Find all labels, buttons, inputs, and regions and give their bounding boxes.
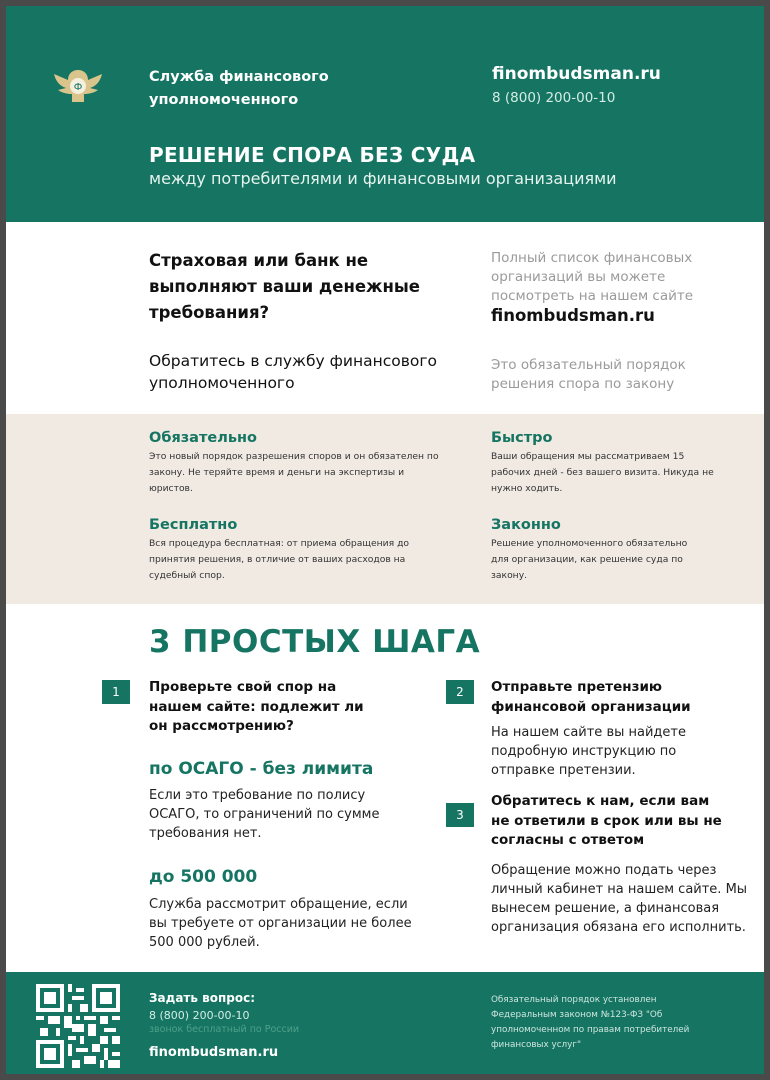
main-title: РЕШЕНИЕ СПОРА БЕЗ СУДА bbox=[149, 143, 476, 167]
osago-text: Если это требование по полису ОСАГО, то ограничений по сумме требования нет. bbox=[149, 788, 380, 841]
footer-law-note: Обязательный порядок установлен Федеральным законом №123-ФЗ "Об уполномоченном по правам потребителей финансовых услуг" bbox=[491, 995, 690, 1050]
step-2-heading: Отправьте претензию финансовой организации bbox=[491, 679, 691, 715]
feature-title: Бесплатно bbox=[149, 517, 238, 533]
feature-text: Вся процедура бесплатная: от приема обращения до принятия решения, в отличие от ваших расходов на судебный спор. bbox=[149, 538, 410, 581]
osago-heading: по ОСАГО - без лимита bbox=[149, 759, 374, 779]
feature-fast bbox=[491, 430, 726, 497]
feature-mandatory bbox=[149, 430, 469, 497]
header-phone[interactable]: 8 (800) 200-00-10 bbox=[492, 90, 616, 106]
step-1-heading: Проверьте свой спор на нашем сайте: подлежит ли он рассмотрению? bbox=[149, 679, 364, 734]
feature-legal bbox=[491, 517, 691, 584]
step-3-text: Обращение можно подать через личный кабинет на нашем сайте. Мы вынесем решение, а финансовая организация обязана его исполнить. bbox=[491, 863, 748, 935]
feature-free bbox=[149, 517, 469, 584]
qr-code-icon bbox=[36, 984, 120, 1068]
step-1-badge: 1 bbox=[102, 680, 130, 704]
svg-text:Ф: Ф bbox=[73, 82, 83, 93]
limit-text: Служба рассмотрит обращение, если вы требуете от организации не более 500 000 рублей. bbox=[149, 897, 412, 950]
step-2-badge: 2 bbox=[446, 680, 474, 704]
step-3-badge: 3 bbox=[446, 803, 474, 827]
feature-title: Законно bbox=[491, 517, 561, 533]
step-2-text: На нашем сайте вы найдете подробную инструкцию по отправке претензии. bbox=[491, 725, 686, 778]
header-website-link[interactable]: finombudsman.ru bbox=[492, 64, 661, 84]
feature-text: Решение уполномоченного обязательно для организации, как решение суда по закону. bbox=[491, 538, 688, 581]
header-band bbox=[6, 6, 764, 222]
intro-question: Страховая или банк не выполняют ваши денежные требования? bbox=[149, 251, 420, 322]
steps-title: 3 ПРОСТЫХ ШАГА bbox=[149, 624, 481, 660]
limit-heading: до 500 000 bbox=[149, 867, 258, 887]
org-name: Служба финансового уполномоченного bbox=[149, 69, 329, 108]
footer-website-link[interactable]: finombudsman.ru bbox=[149, 1045, 279, 1060]
feature-title: Обязательно bbox=[149, 430, 257, 446]
footer-free-call-note: звонок бесплатный по России bbox=[149, 1024, 300, 1035]
mandatory-note: Это обязательный порядок решения спора по закону bbox=[491, 357, 686, 392]
list-website-link[interactable]: finombudsman.ru bbox=[491, 306, 655, 325]
main-subtitle: между потребителями и финансовыми организациями bbox=[149, 169, 617, 188]
feature-text: Это новый порядок разрешения споров и он обязателен по закону. Не теряйте время и деньги на экспертизы и юристов. bbox=[149, 451, 439, 494]
footer-ask-title: Задать вопрос: bbox=[149, 991, 256, 1005]
feature-title: Быстро bbox=[491, 430, 553, 446]
feature-text: Ваши обращения мы рассматриваем 15 рабочих дней - без вашего визита. Никуда не нужно ходить. bbox=[491, 451, 714, 494]
step-3-heading: Обратитесь к нам, если вам не ответили в срок или вы не согласны с ответом bbox=[491, 793, 722, 848]
footer-phone[interactable]: 8 (800) 200-00-10 bbox=[149, 1009, 250, 1022]
leaflet-page bbox=[6, 6, 764, 1074]
eagle-emblem-icon bbox=[50, 64, 106, 108]
intro-contact: Обратитесь в службу финансового уполномоченного bbox=[149, 352, 437, 392]
list-note: Полный список финансовых организаций вы можете посмотреть на нашем сайте bbox=[491, 250, 694, 304]
